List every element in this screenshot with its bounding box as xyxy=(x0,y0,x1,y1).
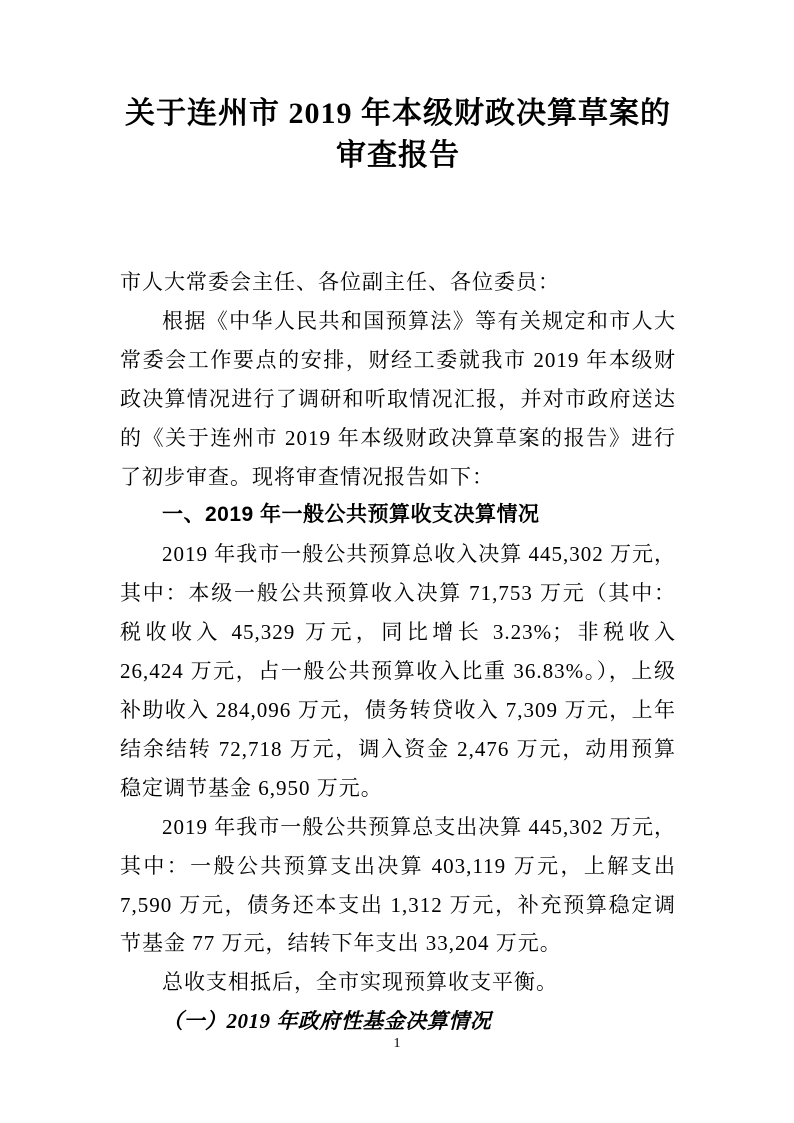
document-title xyxy=(120,93,676,177)
section-1-heading: 一、2019 年一般公共预算收支决算情况 xyxy=(162,503,540,527)
balance-paragraph: 总收支相抵后，全市实现预算收支平衡。 xyxy=(162,970,558,995)
document-body xyxy=(120,263,676,1041)
expenditure-paragraph: 2019 年我市一般公共预算总支出决算 445,302 万元，其中：一般公共预算支出决算 403,119 万元，上解支出 7,590 万元，债务还本支出 1,312 万元，补充预算稳定调节基金 77 万元，结转下年支出 33,204 万元。 xyxy=(120,814,676,956)
document-title-line-1: 关于连州市 2019 年本级财政决算草案的 xyxy=(125,97,671,130)
salutation: 市人大常委会主任、各位副主任、各位委员： xyxy=(120,270,560,294)
document-content xyxy=(120,0,676,1041)
intro-paragraph: 根据《中华人民共和国预算法》等有关规定和市人大常委会工作要点的安排，财经工委就我市 2019 年本级财政决算情况进行了调研和听取情况汇报，并对市政府送达的《关于连州市 2019 年本级财政决算草案的报告》进行了初步审查。现将审查情况报告如下： xyxy=(120,308,676,489)
page-number: 1 xyxy=(393,1036,401,1051)
subsection-1-heading: （一）2019 年政府性基金决算情况 xyxy=(162,1009,492,1034)
revenue-paragraph: 2019 年我市一般公共预算总收入决算 445,302 万元，其中：本级一般公共预算收入决算 71,753 万元（其中：税收收入 45,329 万元，同比增长 3.23%；非税收入 26,424 万元，占一般公共预算收入比重 36.83%。），上级补助收入 284,096 万元，债务转贷收入 7,309 万元，上年结余结转 72,718 万元，调入资金 2,476 万元，动用预算稳定调节基金 6,950 万元。 xyxy=(120,542,676,800)
document-title-line-2: 审查报告 xyxy=(336,139,460,172)
